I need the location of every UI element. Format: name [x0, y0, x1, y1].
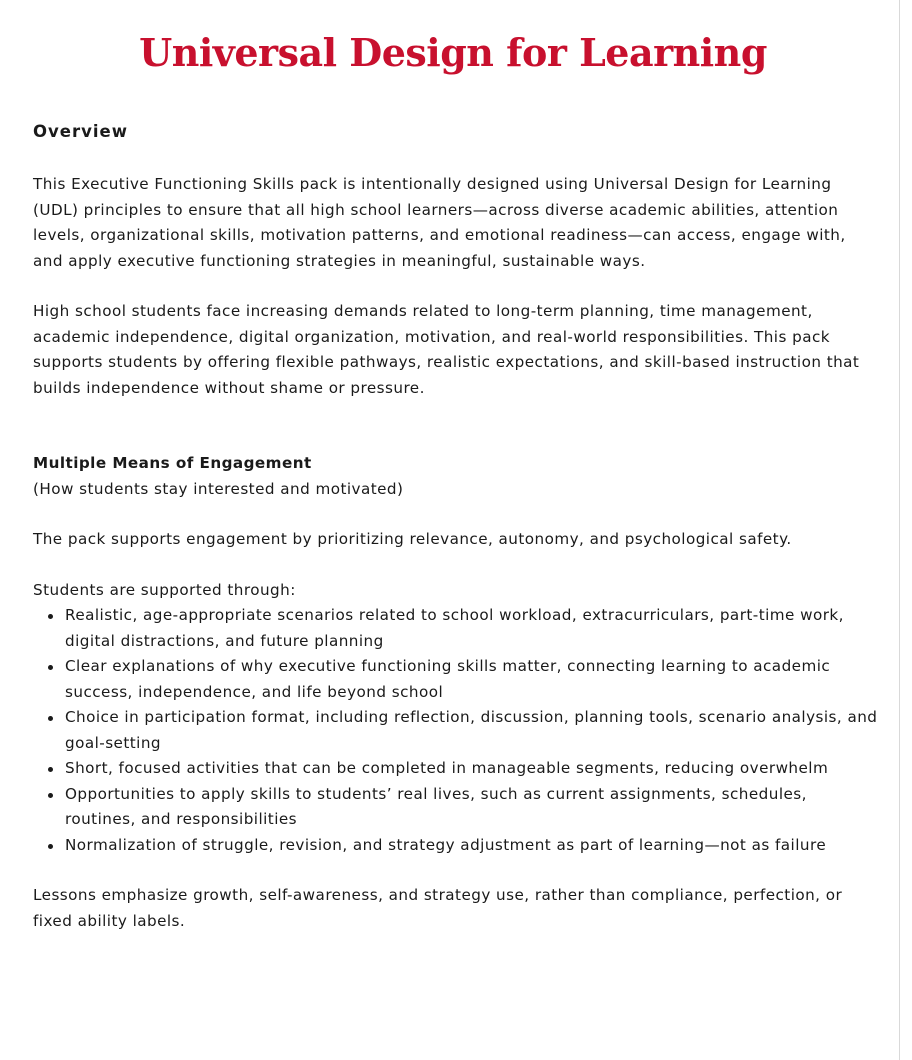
overview-paragraph-1: This Executive Functioning Skills pack is intentionally designed using Universal Design for Learning (UDL) principles to ensure that all high school learners—across diverse academic abilities, attention levels, organizational skills, motivation patterns, and emotional readiness—can access, engage with, and apply executive functioning strategies in meaningful, sustainable ways. [33, 175, 846, 270]
list-item-text: Choice in participation format, including reflection, discussion, planning tools, scenario analysis, and goal-setting [65, 708, 878, 752]
list-item-text: Normalization of struggle, revision, and strategy adjustment as part of learning—not as failure [65, 835, 827, 854]
list-item [65, 833, 878, 859]
list-item [65, 782, 878, 833]
bullet-dot-icon [48, 844, 53, 849]
engagement-closing: Lessons emphasize growth, self-awareness, and strategy use, rather than compliance, perfection, or fixed ability labels. [33, 886, 843, 930]
list-item-text: Realistic, age-appropriate scenarios related to school workload, extracurriculars, part-time work, digital distractions, and future planning [65, 606, 844, 650]
engagement-intro: The pack supports engagement by prioritizing relevance, autonomy, and psychological safety. [33, 530, 792, 548]
engagement-subheading: (How students stay interested and motivated) [33, 479, 404, 498]
bullet-dot-icon [48, 614, 53, 619]
bullet-dot-icon [48, 665, 53, 670]
spacer [33, 274, 878, 299]
list-item-text: Clear explanations of why executive functioning skills matter, connecting learning to academic success, independence, and life beyond school [65, 657, 831, 701]
list-item [65, 654, 878, 705]
spacer [33, 146, 878, 172]
overview-heading: Overview [33, 122, 128, 141]
bullet-dot-icon [48, 716, 53, 721]
list-item-text: Opportunities to apply skills to students’ real lives, such as current assignments, schedules, routines, and responsibilities [65, 784, 807, 828]
list-item [65, 756, 878, 782]
spacer [33, 858, 878, 883]
page-title: Universal Design for Learning [139, 30, 767, 75]
overview-paragraph-2: High school students face increasing demands related to long-term planning, time management, academic independence, digital organization, motivation, and real-world responsibilities. This pack supports students by offering flexible pathways, realistic expectations, and skill-based instruction that builds independence without shame or pressure. [33, 302, 860, 397]
engagement-list-lead: Students are supported through: [33, 580, 296, 599]
list-item-text: Short, focused activities that can be completed in manageable segments, reducing overwhelm [65, 759, 829, 777]
list-item [65, 603, 878, 654]
spacer [33, 553, 878, 578]
page-edge-divider [899, 0, 912, 1060]
document-body [33, 118, 878, 934]
spacer [33, 401, 878, 451]
bullet-dot-icon [48, 767, 53, 772]
engagement-bullet-list [33, 603, 878, 858]
bullet-dot-icon [48, 793, 53, 798]
engagement-heading: Multiple Means of Engagement [33, 454, 312, 472]
list-item [65, 705, 878, 756]
spacer [33, 502, 878, 527]
